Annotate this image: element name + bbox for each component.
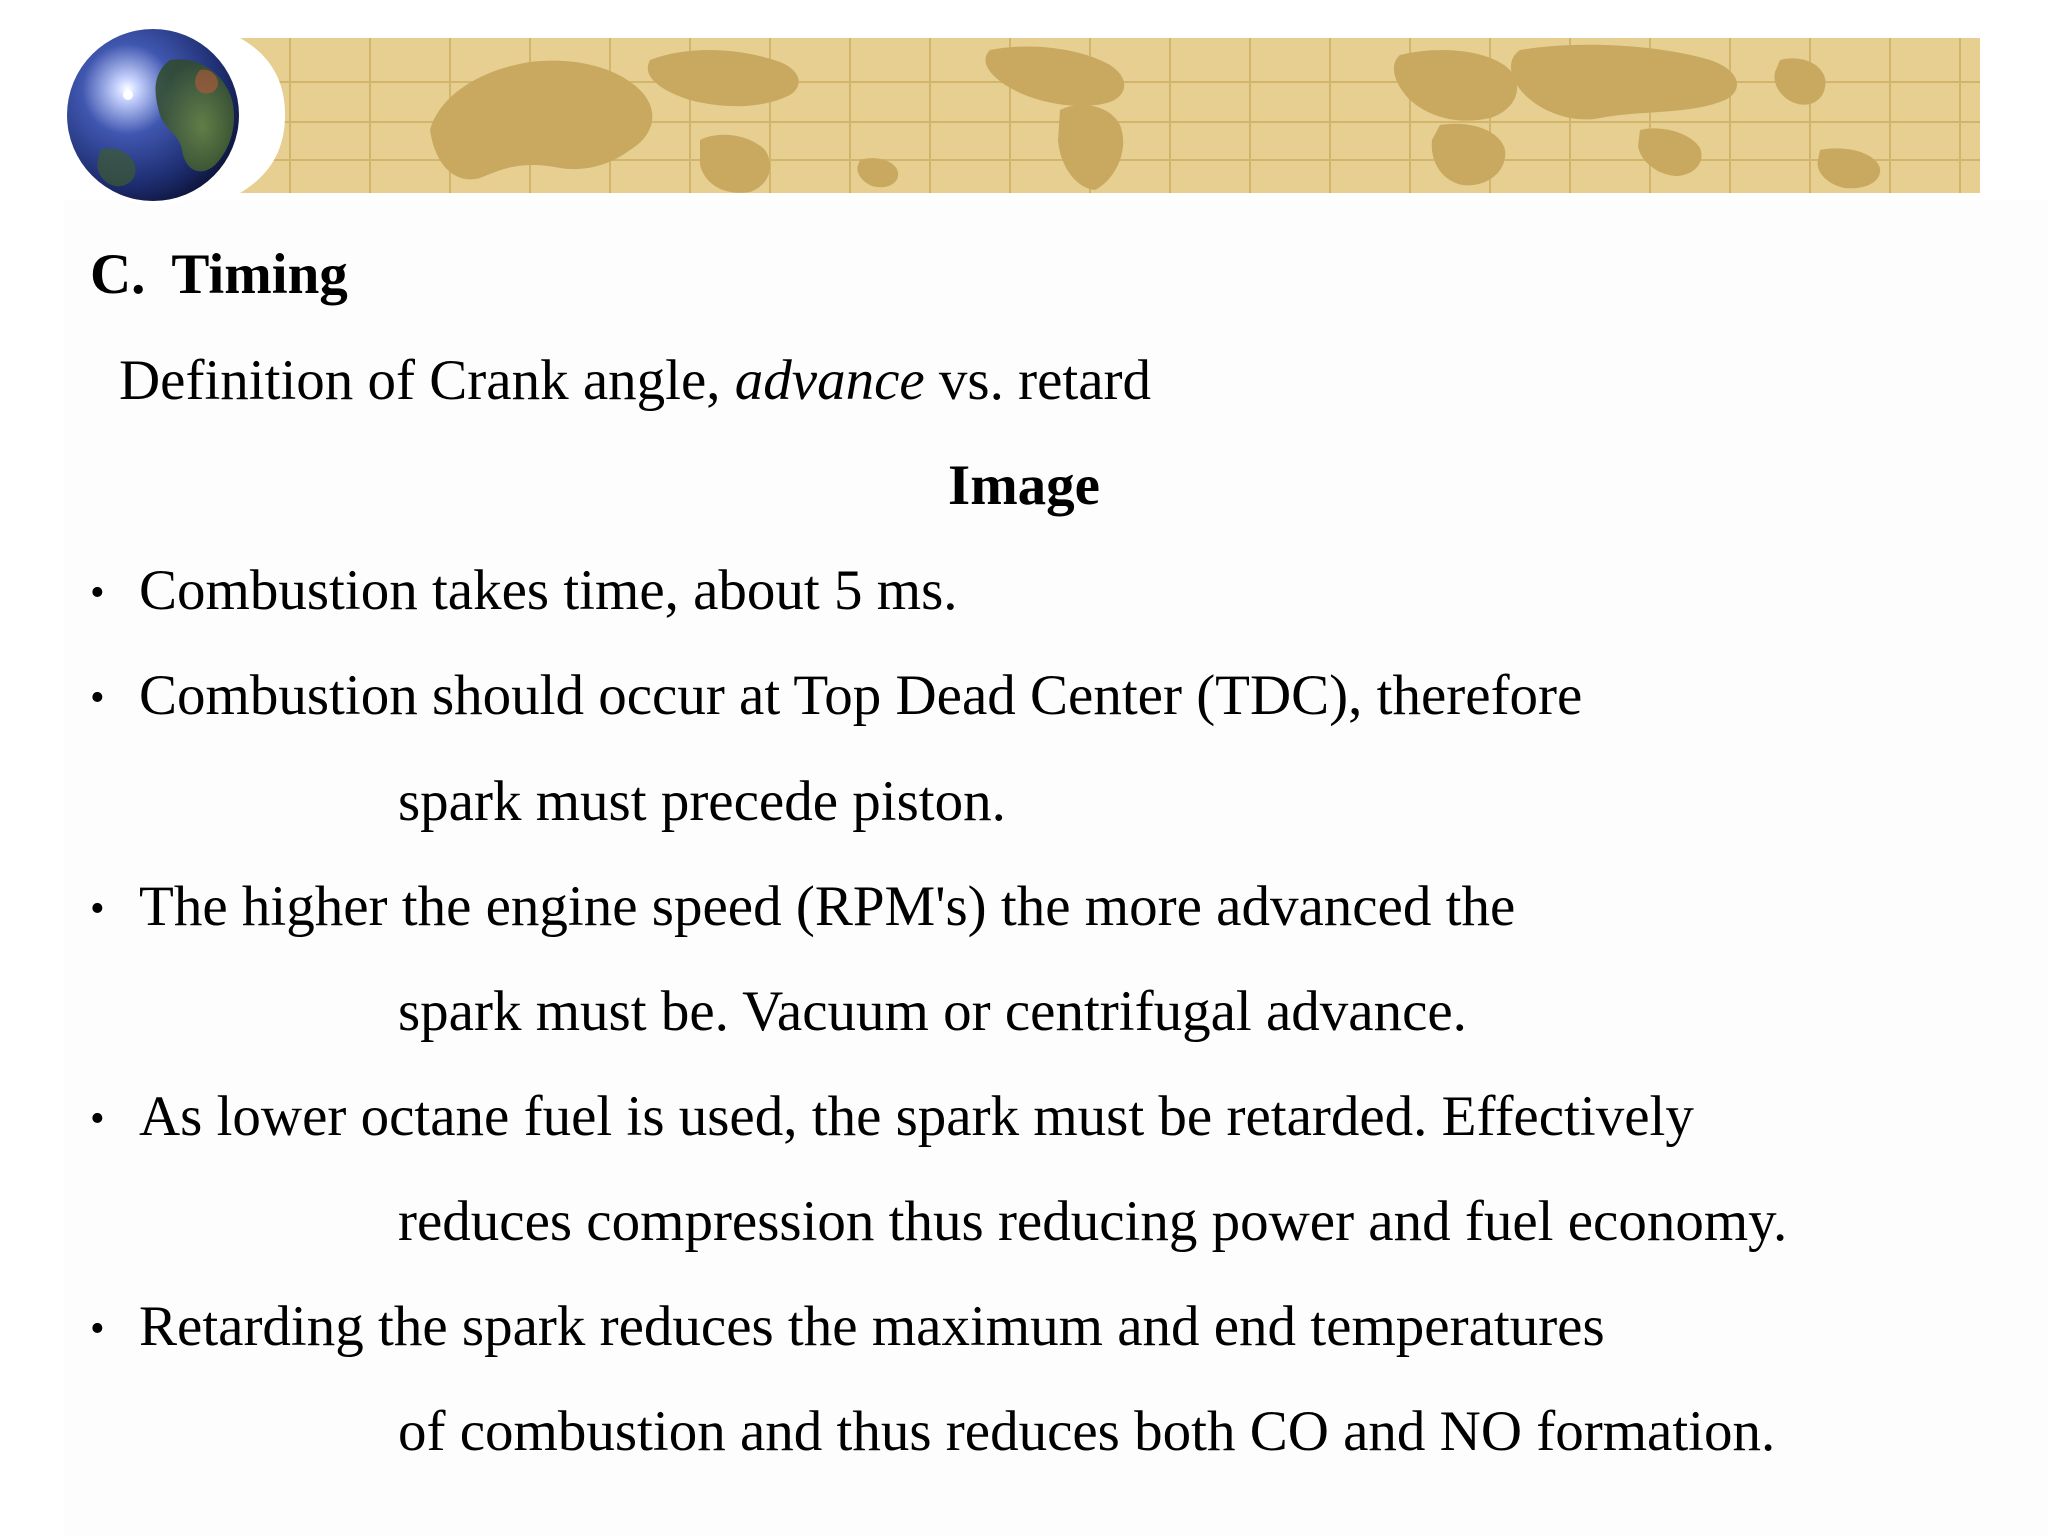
bullet-icon: • xyxy=(90,570,105,616)
subtitle-emphasis: advance xyxy=(734,349,925,412)
bullet-icon: • xyxy=(90,1306,105,1352)
subtitle-line xyxy=(119,349,1152,412)
header-banner xyxy=(0,0,2048,215)
bullet-5-line-2: of combustion and thus reduces both CO and NO formation. xyxy=(398,1400,1776,1463)
bullet-icon: • xyxy=(90,886,105,932)
bullet-3-line-1: The higher the engine speed (RPM's) the more advanced the xyxy=(139,875,1516,938)
bullet-2-line-2: spark must precede piston. xyxy=(398,770,1006,833)
image-caption: Image xyxy=(948,454,1100,517)
globe-icon xyxy=(65,25,245,205)
bullet-icon: • xyxy=(90,1096,105,1142)
bullet-icon: • xyxy=(90,675,105,721)
bullet-5-line-1: Retarding the spark reduces the maximum and end temperatures xyxy=(139,1295,1605,1358)
section-title: Timing xyxy=(171,243,348,306)
bullet-4-line-1: As lower octane fuel is used, the spark must be retarded. Effectively xyxy=(139,1085,1694,1148)
subtitle-before: Definition of Crank angle, xyxy=(119,349,721,412)
section-heading xyxy=(90,243,348,306)
subtitle-after: vs. retard xyxy=(938,349,1152,412)
section-letter: C. xyxy=(90,243,146,306)
bullet-1-line-1: Combustion takes time, about 5 ms. xyxy=(139,559,958,622)
bullet-2-line-1: Combustion should occur at Top Dead Center (TDC), therefore xyxy=(139,664,1583,727)
bullet-3-line-2: spark must be. Vacuum or centrifugal advance. xyxy=(398,980,1467,1043)
bullet-4-line-2: reduces compression thus reducing power and fuel economy. xyxy=(398,1190,1788,1253)
